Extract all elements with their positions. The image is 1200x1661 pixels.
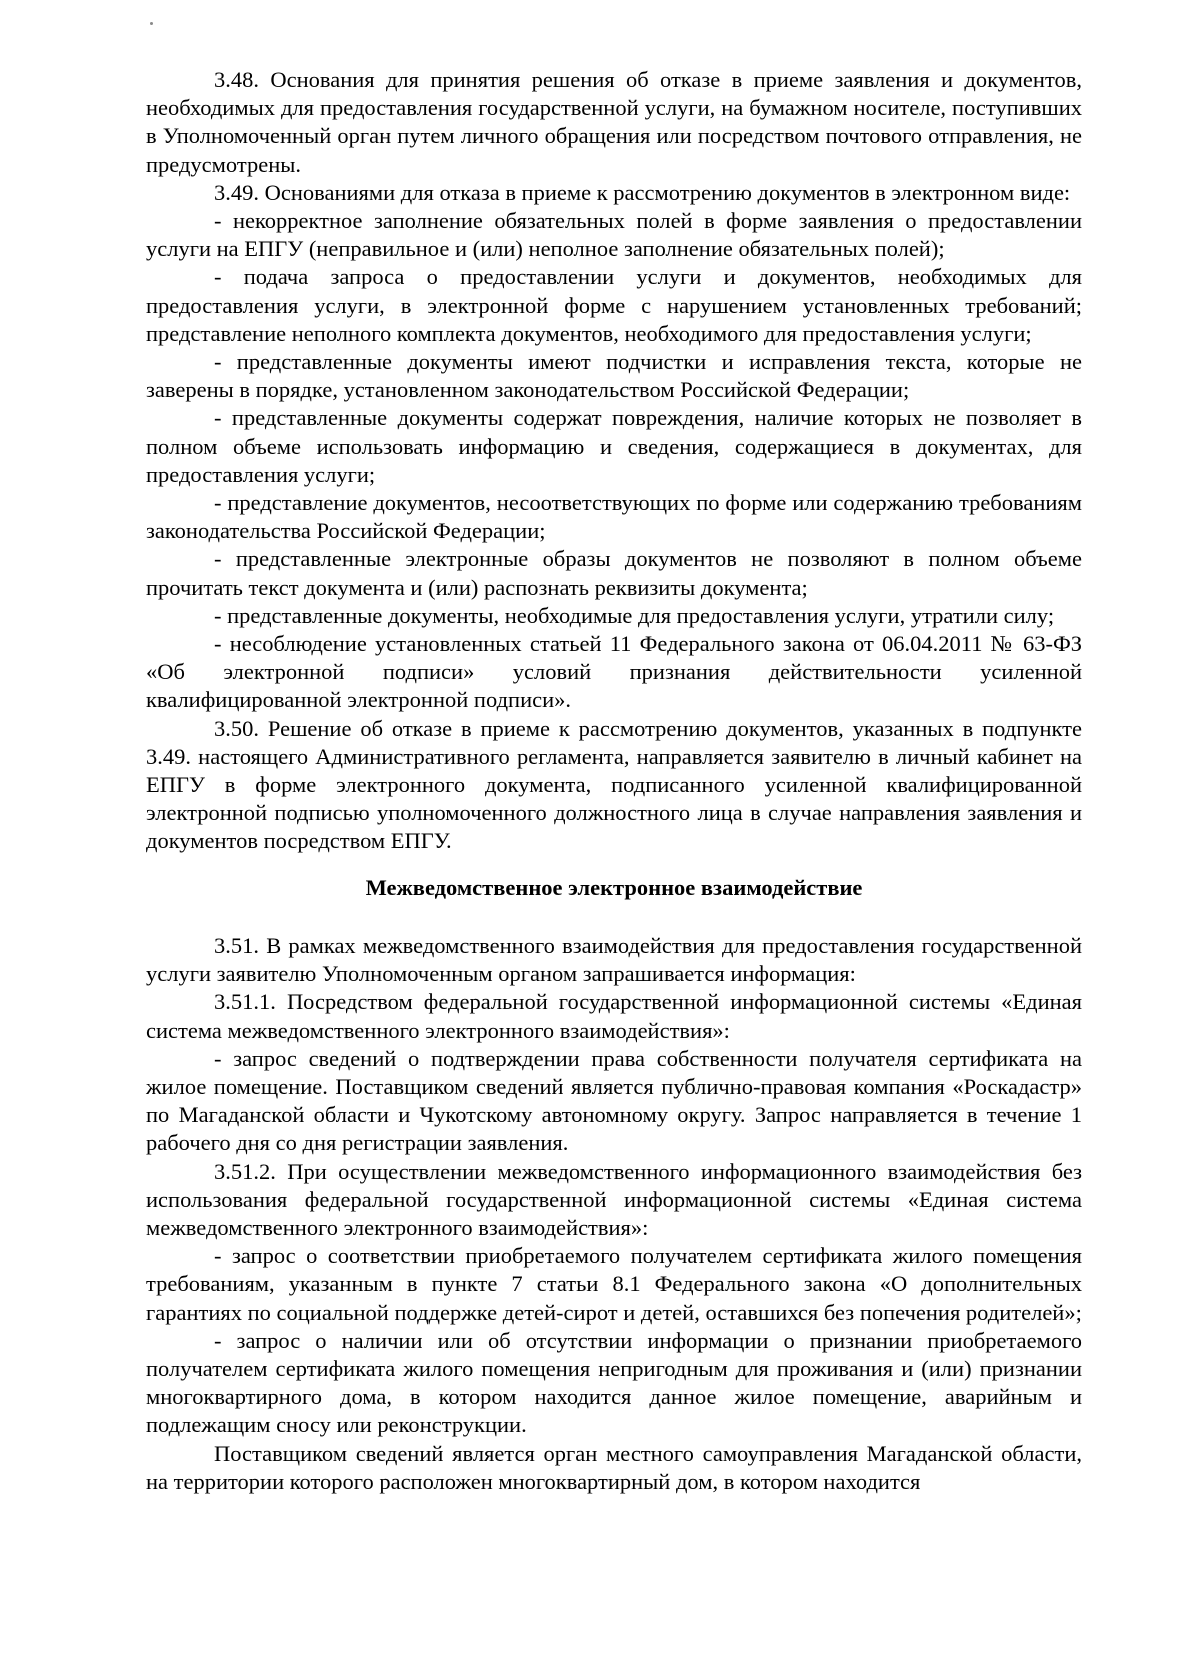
section-heading: Межведомственное электронное взаимодействие: [365, 874, 863, 900]
paragraph-3-51-2: 3.51.2. При осуществлении межведомственного информационного взаимодействия без использования федеральной государственной информационной системы «Единая система межведомственного электронного взаимодействия»:: [146, 1158, 1082, 1240]
list-item: - подача запроса о предоставлении услуги и документов, необходимых для предоставления услуги, в электронной форме с нарушением установленных требований; представление неполного комплекта документов, необходимого для предоставления услуги;: [146, 264, 1082, 346]
paragraph-3-51-1: 3.51.1. Посредством федеральной государственной информационной системы «Единая система межведомственного электронного взаимодействия»:: [146, 989, 1082, 1043]
list-item: - представленные документы имеют подчистки и исправления текста, которые не заверены в порядке, установленном законодательством Российской Федерации;: [146, 349, 1082, 403]
paragraph-3-48: 3.48. Основания для принятия решения об отказе в приеме заявления и документов, необходимых для предоставления государственной услуги, на бумажном носителе, поступивших в Уполномоченный орган путем личного обращения или посредством почтового отправления, не предусмотрены.: [146, 67, 1082, 177]
scan-speck: [150, 22, 153, 25]
paragraph-3-51: 3.51. В рамках межведомственного взаимодействия для предоставления государственной услуги заявителю Уполномоченным органом запрашивается информация:: [146, 932, 1082, 987]
document-body: [146, 66, 1082, 1496]
paragraph-provider: Поставщиком сведений является орган местного самоуправления Магаданской области, на территории которого расположен многоквартирный дом, в котором находится: [146, 1440, 1082, 1494]
list-item: - запрос сведений о подтверждении права собственности получателя сертификата на жилое помещение. Поставщиком сведений является публично-правовая компания «Роскадастр» по Магаданской области и Чукотскому автономному округу. Запрос направляется в течение 1 рабочего дня со дня регистрации заявления.: [146, 1045, 1082, 1156]
list-item: - представленные электронные образы документов не позволяют в полном объеме прочитать текст документа и (или) распознать реквизиты документа;: [146, 546, 1082, 600]
list-item: - представление документов, несоответствующих по форме или содержанию требованиям законодательства Российской Федерации;: [146, 490, 1082, 544]
list-item: - представленные документы содержат повреждения, наличие которых не позволяет в полном объеме использовать информацию и сведения, содержащиеся в документах, для предоставления услуги;: [146, 405, 1082, 487]
list-item: - некорректное заполнение обязательных полей в форме заявления о предоставлении услуги на ЕПГУ (неправильное и (или) неполное заполнение обязательных полей);: [146, 208, 1082, 262]
list-item: - несоблюдение установленных статьей 11 Федерального закона от 06.04.2011 № 63-ФЗ «Об электронной подписи» условий признания действительности усиленной квалифицированной электронной подписи».: [146, 631, 1082, 713]
list-item: - запрос о наличии или об отсутствии информации о признании приобретаемого получателем сертификата жилого помещения непригодным для проживания и (или) признании многоквартирного дома, в котором находится данное жилое помещение, аварийным и подлежащим сносу или реконструкции.: [146, 1327, 1082, 1438]
paragraph-3-50: 3.50. Решение об отказе в приеме к рассмотрению документов, указанных в подпункте 3.49. настоящего Административного регламента, направляется заявителю в личный кабинет на ЕПГУ в форме электронного документа, подписанного усиленной квалифицированной электронной подписью уполномоченного должностного лица в случае направления заявления и документов посредством ЕПГУ.: [146, 715, 1082, 854]
list-item: - представленные документы, необходимые для предоставления услуги, утратили силу;: [214, 602, 1055, 628]
list-item: - запрос о соответствии приобретаемого получателем сертификата жилого помещения требованиям, указанным в пункте 7 статьи 8.1 Федерального закона «О дополнительных гарантиях по социальной поддержке детей-сирот и детей, оставшихся без попечения родителей»;: [146, 1243, 1082, 1325]
paragraph-3-49: 3.49. Основаниями для отказа в приеме к рассмотрению документов в электронном виде:: [214, 179, 1071, 205]
